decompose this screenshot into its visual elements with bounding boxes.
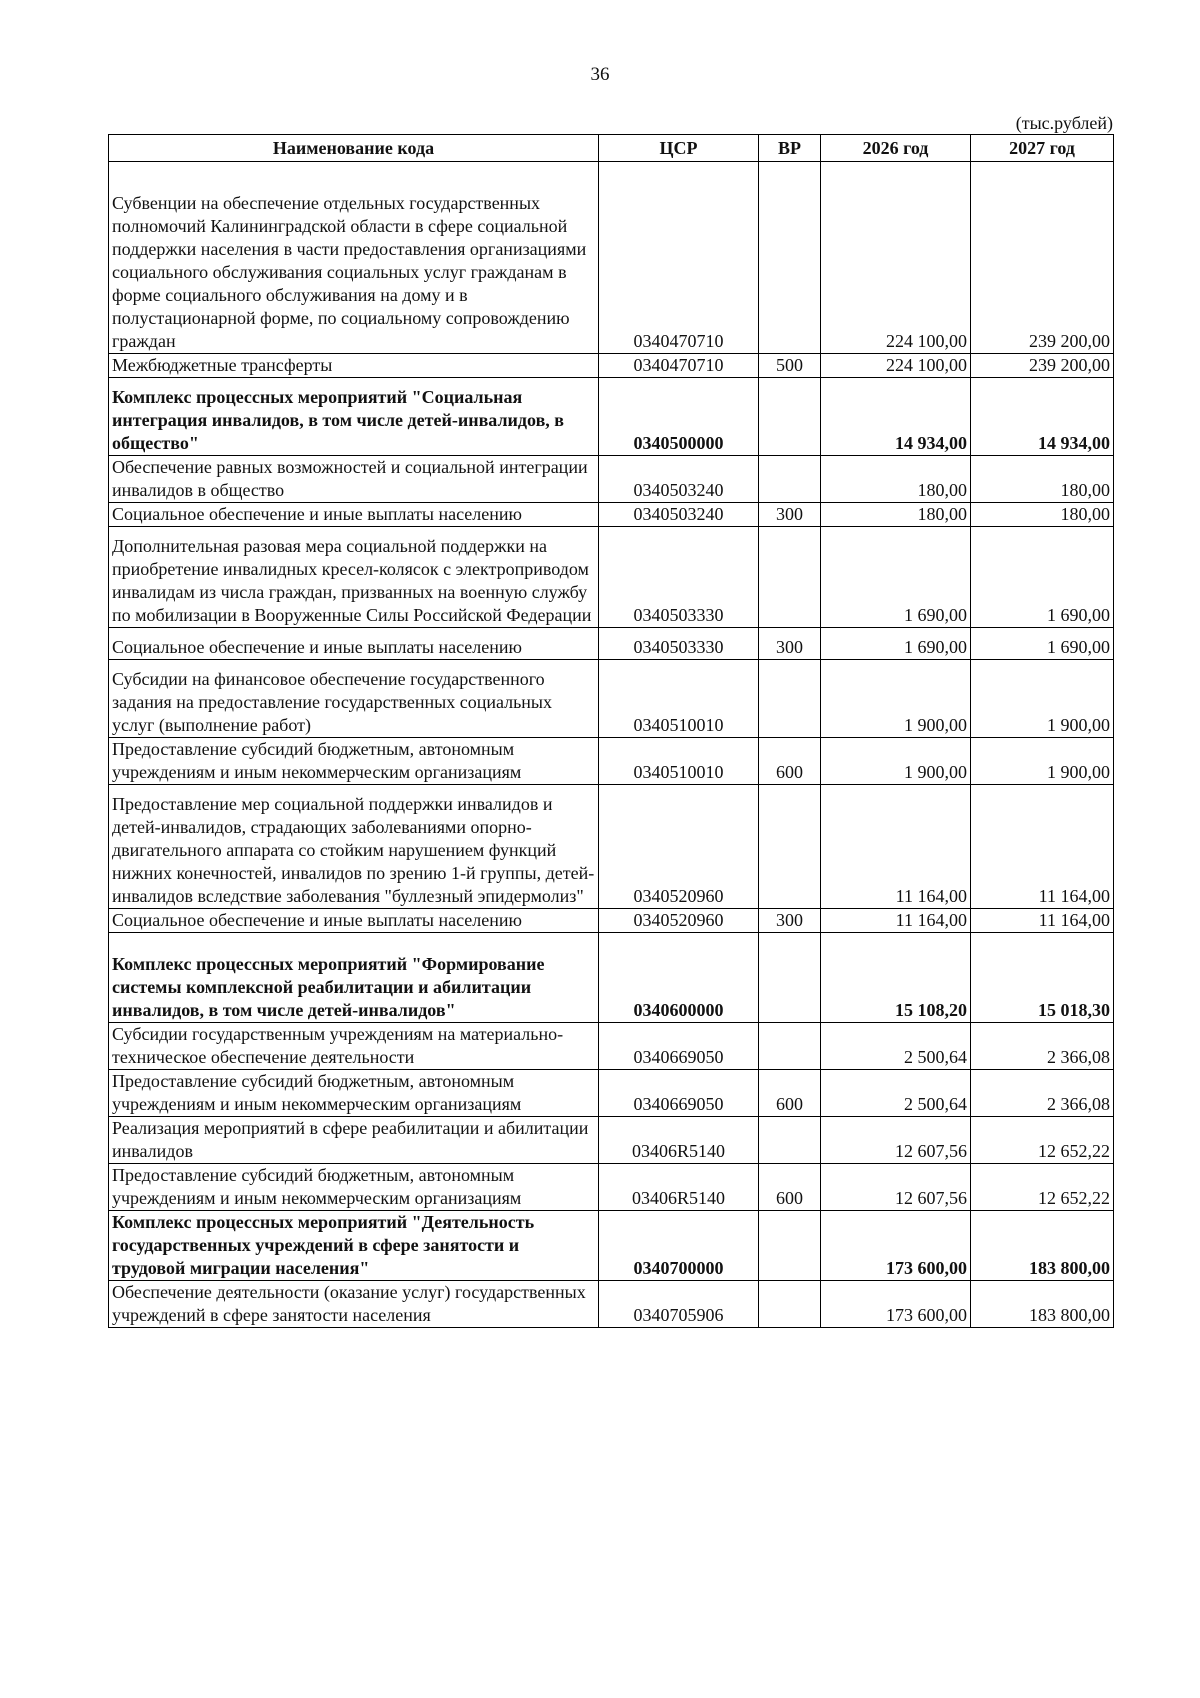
table-row [109,456,1114,503]
header-vr: ВР [759,135,821,162]
row-code: 0340705906 [599,1281,759,1328]
row-vr [759,456,821,503]
row-2026: 180,00 [821,456,971,503]
table-row [109,503,1114,527]
row-2027: 2 366,08 [971,1023,1114,1070]
row-code: 0340470710 [599,354,759,378]
row-2026: 11 164,00 [821,785,971,909]
row-2026: 14 934,00 [821,378,971,456]
row-name: Социальное обеспечение и иные выплаты населению [109,628,599,660]
row-2026: 12 607,56 [821,1164,971,1211]
row-vr [759,1023,821,1070]
table-row [109,378,1114,456]
table-row [109,1281,1114,1328]
header-2027: 2027 год [971,135,1114,162]
header-2026: 2026 год [821,135,971,162]
row-code: 0340503240 [599,503,759,527]
row-2027: 1 900,00 [971,660,1114,738]
row-vr [759,933,821,1023]
table-row [109,1211,1114,1281]
header-code: ЦСР [599,135,759,162]
row-2026: 224 100,00 [821,162,971,354]
table-header-row [109,135,1114,162]
row-name: Предоставление субсидий бюджетным, автономным учреждениям и иным некоммерческим организациям [109,1164,599,1211]
row-2027: 239 200,00 [971,354,1114,378]
row-vr [759,527,821,628]
row-name: Социальное обеспечение и иные выплаты населению [109,909,599,933]
row-2027: 11 164,00 [971,909,1114,933]
row-2027: 15 018,30 [971,933,1114,1023]
row-name: Комплекс процессных мероприятий "Деятельность государственных учреждений в сфере занятости и трудовой миграции населения" [109,1211,599,1281]
table-row [109,162,1114,354]
row-code: 0340600000 [599,933,759,1023]
row-2027: 14 934,00 [971,378,1114,456]
table-row [109,527,1114,628]
row-name: Социальное обеспечение и иные выплаты населению [109,503,599,527]
row-code: 03406R5140 [599,1164,759,1211]
row-name: Предоставление субсидий бюджетным, автономным учреждениям и иным некоммерческим организациям [109,1070,599,1117]
row-2027: 180,00 [971,456,1114,503]
table-row [109,660,1114,738]
row-2026: 2 500,64 [821,1070,971,1117]
row-vr [759,1211,821,1281]
row-code: 0340700000 [599,1211,759,1281]
row-2026: 1 690,00 [821,527,971,628]
row-vr [759,785,821,909]
header-name: Наименование кода [109,135,599,162]
row-2026: 2 500,64 [821,1023,971,1070]
row-2027: 2 366,08 [971,1070,1114,1117]
row-name: Субвенции на обеспечение отдельных государственных полномочий Калининградской области в сфере социальной поддержки населения в части предоставления организациями социального обслуживания социальных услуг гражданам в форме социального обслуживания на дому и в полустационарной форме, по социальному сопровождению граждан [109,162,599,354]
row-code: 0340503240 [599,456,759,503]
row-code: 0340520960 [599,785,759,909]
row-name: Предоставление мер социальной поддержки инвалидов и детей-инвалидов, страдающих заболеваниями опорно-двигательного аппарата со стойким нарушением функций нижних конечностей, инвалидов по зрению 1-й группы, детей-инвалидов вследствие заболевания "буллезный эпидермолиз" [109,785,599,909]
table-row [109,909,1114,933]
row-name: Дополнительная разовая мера социальной поддержки на приобретение инвалидных кресел-колясок с электроприводом инвалидам из числа граждан, призванных на военную службу по мобилизации в Вооруженные Силы Российской Федерации [109,527,599,628]
row-code: 0340520960 [599,909,759,933]
row-vr: 600 [759,1070,821,1117]
row-vr [759,378,821,456]
row-vr: 300 [759,503,821,527]
row-name: Комплекс процессных мероприятий "Формирование системы комплексной реабилитации и абилитации инвалидов, в том числе детей-инвалидов" [109,933,599,1023]
row-2026: 173 600,00 [821,1281,971,1328]
row-2026: 1 900,00 [821,660,971,738]
row-2026: 180,00 [821,503,971,527]
table-row [109,933,1114,1023]
row-vr: 300 [759,628,821,660]
row-name: Реализация мероприятий в сфере реабилитации и абилитации инвалидов [109,1117,599,1164]
row-code: 0340500000 [599,378,759,456]
table-row [109,785,1114,909]
row-2027: 180,00 [971,503,1114,527]
row-2027: 239 200,00 [971,162,1114,354]
row-2027: 1 690,00 [971,527,1114,628]
row-name: Субсидии государственным учреждениям на материально-техническое обеспечение деятельности [109,1023,599,1070]
row-2026: 12 607,56 [821,1117,971,1164]
page-number: 36 [590,64,610,85]
row-vr [759,1281,821,1328]
row-2027: 1 900,00 [971,738,1114,785]
row-2027: 183 800,00 [971,1281,1114,1328]
row-vr [759,162,821,354]
row-name: Предоставление субсидий бюджетным, автономным учреждениям и иным некоммерческим организациям [109,738,599,785]
row-vr: 500 [759,354,821,378]
row-code: 0340503330 [599,527,759,628]
row-2026: 11 164,00 [821,909,971,933]
table-row [109,1117,1114,1164]
row-code: 0340669050 [599,1023,759,1070]
budget-table [108,134,1114,1328]
row-2026: 15 108,20 [821,933,971,1023]
row-code: 0340510010 [599,738,759,785]
row-2026: 1 900,00 [821,738,971,785]
row-name: Комплекс процессных мероприятий "Социальная интеграция инвалидов, в том числе детей-инвалидов, в общество" [109,378,599,456]
row-2027: 11 164,00 [971,785,1114,909]
row-2026: 224 100,00 [821,354,971,378]
units-label: (тыс.рублей) [1015,113,1113,133]
row-vr: 300 [759,909,821,933]
row-2027: 183 800,00 [971,1211,1114,1281]
table-row [109,1164,1114,1211]
table-row [109,738,1114,785]
table-row [109,628,1114,660]
row-name: Межбюджетные трансферты [109,354,599,378]
row-name: Субсидии на финансовое обеспечение государственного задания на предоставление государственных социальных услуг (выполнение работ) [109,660,599,738]
row-2027: 1 690,00 [971,628,1114,660]
row-2027: 12 652,22 [971,1117,1114,1164]
row-vr: 600 [759,738,821,785]
row-code: 0340510010 [599,660,759,738]
row-name: Обеспечение равных возможностей и социальной интеграции инвалидов в общество [109,456,599,503]
row-2026: 173 600,00 [821,1211,971,1281]
row-vr: 600 [759,1164,821,1211]
row-code: 0340503330 [599,628,759,660]
row-code: 03406R5140 [599,1117,759,1164]
table-row [109,354,1114,378]
table-row [109,1023,1114,1070]
table-row [109,1070,1114,1117]
row-name: Обеспечение деятельности (оказание услуг) государственных учреждений в сфере занятости населения [109,1281,599,1328]
row-vr [759,1117,821,1164]
row-2027: 12 652,22 [971,1164,1114,1211]
row-code: 0340470710 [599,162,759,354]
row-code: 0340669050 [599,1070,759,1117]
row-vr [759,660,821,738]
row-2026: 1 690,00 [821,628,971,660]
